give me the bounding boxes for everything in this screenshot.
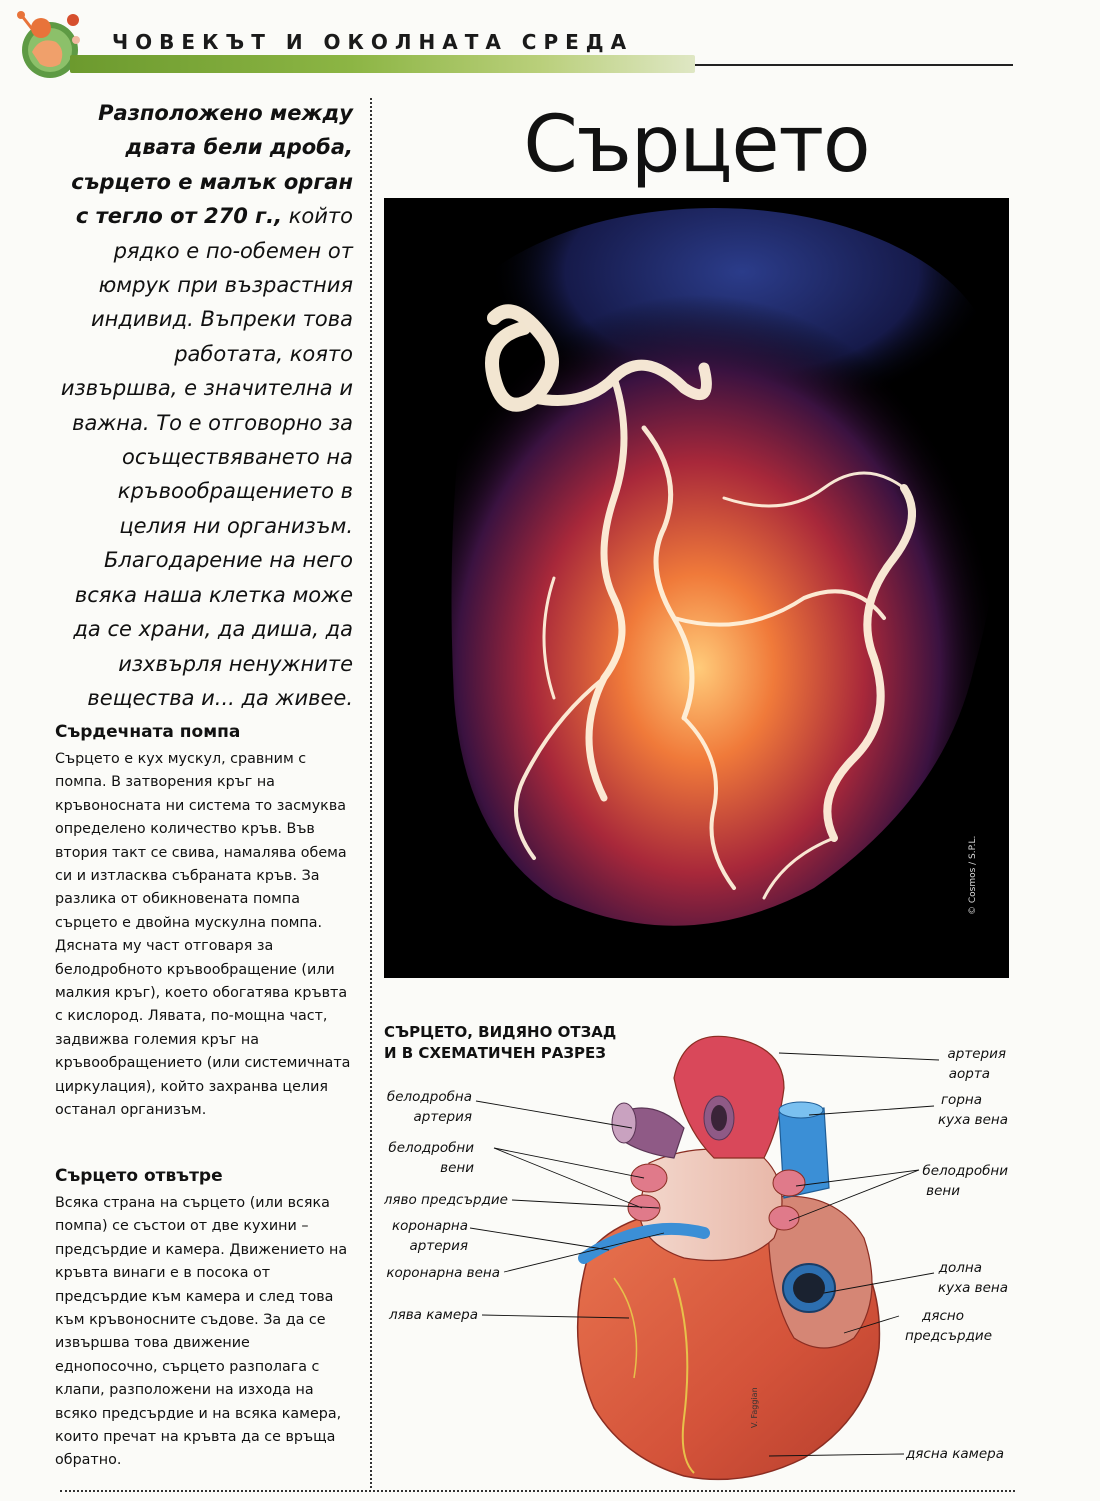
svg-text:дясно — [921, 1308, 964, 1324]
heading-heart-inside: Сърцето отвътре — [55, 1166, 223, 1186]
label-right-ventricle: дясна камера — [905, 1446, 1004, 1462]
svg-text:вени — [440, 1160, 474, 1176]
label-pulmonary-artery-1: белодробна — [386, 1089, 472, 1105]
series-logo-icon — [10, 6, 90, 86]
label-coronary-artery-2: артерия — [409, 1238, 468, 1254]
bleed-through-text — [820, 985, 1010, 1007]
illustrator-credit: V. Faggian — [750, 1387, 759, 1428]
label-coronary-vein: коронарна вена — [386, 1265, 500, 1281]
svg-text:артерия — [948, 1046, 1006, 1062]
text-heart-inside: Всяка страна на сърцето (или всяка помпа) се състои от две кухини – предсърдие и камера. Движението на кръвта винаги е в посока от предсърдие към камера и след това към кръвоносните съдове. За да се извършва това движение еднопосочно, сърцето разполага с клапи, разположени на изхода на всяко предсърдие и на всяка камера, които пречат на кръвта да се връща обратно. — [55, 1195, 348, 1469]
label-inferior-vena-cava-2: куха вена — [937, 1280, 1008, 1296]
svg-text:вени — [926, 1183, 960, 1199]
angiogram-photo — [384, 198, 1009, 978]
svg-text:аорта — [949, 1066, 990, 1082]
svg-text:горна — [941, 1092, 982, 1108]
column-divider — [370, 98, 372, 1488]
bottom-divider — [60, 1490, 1015, 1492]
label-inferior-vena-cava-1: долна — [938, 1260, 982, 1276]
intro-paragraph — [55, 96, 353, 715]
intro-bold: Разположено между двата бели дроба, сърцето е малък орган с тегло от 270 г., — [71, 101, 353, 229]
svg-text:артерия — [410, 1238, 468, 1254]
svg-text:куха вена — [938, 1112, 1008, 1128]
label-right-atrium-1: дясно — [922, 1308, 964, 1324]
svg-text:лява камера — [388, 1307, 478, 1323]
svg-text:коронарна — [392, 1218, 468, 1234]
diagram-title-line2: И В СХЕМАТИЧЕН РАЗРЕЗ — [384, 1044, 606, 1062]
svg-text:коронарна вена — [386, 1265, 500, 1281]
page-title: Сърцето — [523, 100, 870, 190]
photo-credit: © Cosmos / S.P.L. — [968, 835, 978, 915]
label-right-atrium-2: предсърдие — [905, 1328, 992, 1344]
heart-diagram — [384, 1018, 1014, 1488]
intro-rest: който рядко е по-обемен от юмрук при възрастния индивид. Въпреки това работата, която извършва, е значителна и важна. То е отговорно за осъществяването на кръвообращението в целия ни организъм. Благодарение на него всяка наша клетка може да се храни, да диша, да изхвърля ненужните вещества и... да живее. — [60, 204, 353, 710]
svg-text:V. Faggian — [750, 1387, 759, 1428]
label-pulmonary-veins-left-1: белодробни — [388, 1140, 474, 1156]
header-bar — [70, 55, 695, 73]
svg-text:белодробна — [387, 1089, 472, 1105]
label-coronary-artery-1: коронарна — [391, 1218, 468, 1234]
diagram-title-line1: СЪРЦЕТО, ВИДЯНО ОТЗАД — [384, 1023, 617, 1041]
svg-text:белодробни — [388, 1140, 474, 1156]
svg-text:артерия — [414, 1109, 472, 1125]
heading-heart-pump: Сърдечната помпа — [55, 722, 241, 742]
svg-text:дясна камера — [905, 1446, 1004, 1462]
label-pulmonary-veins-right-2: вени — [926, 1183, 960, 1199]
label-pulmonary-artery-2: артерия — [413, 1109, 472, 1125]
header-rule — [695, 64, 1013, 66]
label-superior-vena-cava-2: куха вена — [937, 1112, 1008, 1128]
svg-text:долна — [938, 1260, 982, 1276]
svg-text:куха вена — [938, 1280, 1008, 1296]
label-aorta-2: аорта — [948, 1066, 990, 1082]
label-pulmonary-veins-left-2: вени — [440, 1160, 474, 1176]
section-title: ЧОВЕКЪТ И ОКОЛНАТА СРЕДА — [112, 30, 634, 54]
svg-text:ляво предсърдие — [384, 1192, 508, 1208]
label-left-ventricle: лява камера — [388, 1307, 478, 1323]
label-aorta-1: артерия — [947, 1046, 1006, 1062]
text-heart-pump: Сърцето е кух мускул, сравним с помпа. В затворения кръг на кръвоносната ни система то засмуква определено количество кръв. Във втория такт се свива, намалява обема си и изтласква събраната кръв. За разлика от обикновената помпа сърцето е двойна мускулна помпа. Дясната му част отговаря за белодробното кръвообращение (или малкия кръг), което обогатява кръвта с кислород. Лявата, по-мощна част, задвижва големия кръг на кръвообращението (или системичната циркулация), който захранва целия останал организъм. — [55, 751, 351, 1119]
label-superior-vena-cava-1: горна — [940, 1092, 982, 1108]
label-pulmonary-veins-right-1: белодробни — [922, 1163, 1008, 1179]
label-left-atrium: ляво предсърдие — [384, 1192, 508, 1208]
svg-text:белодробни — [922, 1163, 1008, 1179]
svg-text:предсърдие — [905, 1328, 992, 1344]
